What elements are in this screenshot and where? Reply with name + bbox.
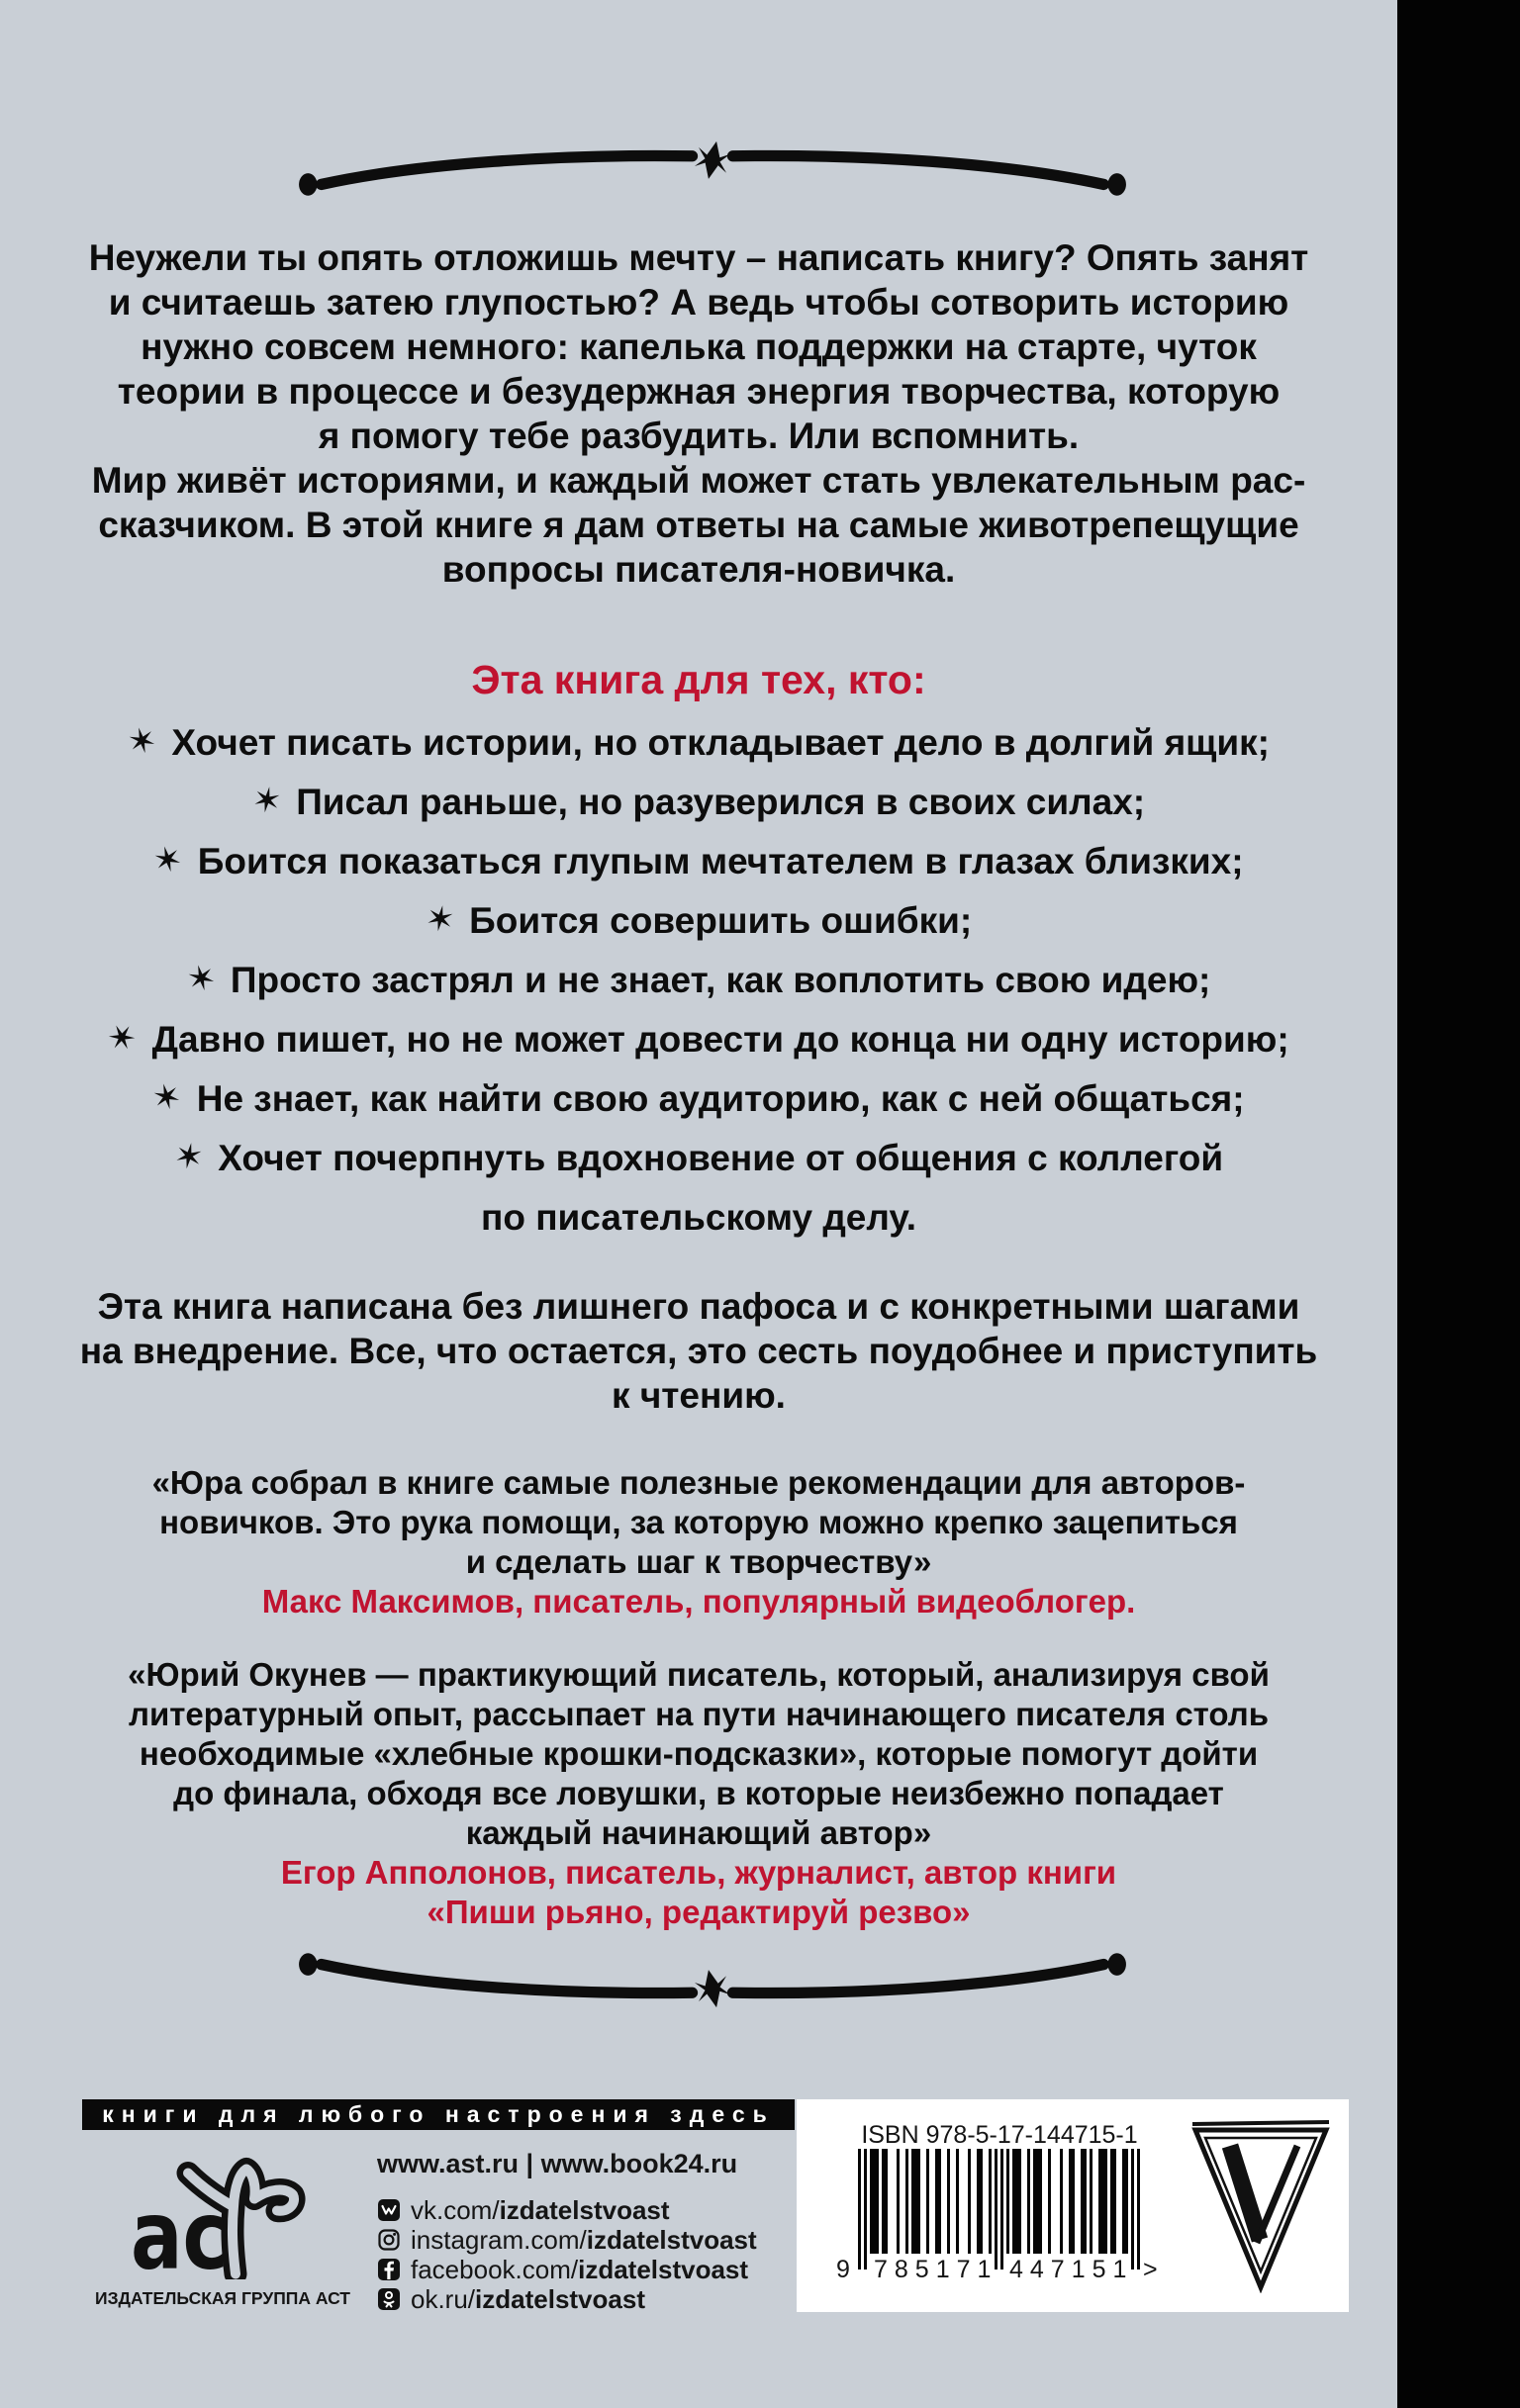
list-item: [20, 951, 1378, 1010]
closing-line: на внедрение. Все, что остается, это сесть поудобнее и приступить: [79, 1331, 1318, 1371]
intro-line: теории в процессе и безудержная энергия творчества, которую: [117, 371, 1281, 412]
quote-egor-appolonov: [20, 1655, 1378, 1932]
list-item: [20, 713, 1378, 773]
star-bullet-icon: ✶: [182, 957, 221, 1001]
barcode-digit-group: 447151: [1009, 2256, 1134, 2283]
intro-line: и считаешь затею глупостью? А ведь чтобы сотворить историю: [108, 282, 1289, 323]
intro-line: Мир живёт историями, и каждый может стать увлекательным рас-: [91, 460, 1306, 501]
quote-max-maksimov: [20, 1463, 1378, 1621]
ast-publisher-logo: [129, 2145, 322, 2279]
list-item-text: Боится совершить ошибки;: [469, 900, 973, 941]
intro-line: нужно совсем немного: капелька поддержки на старте, чуток: [141, 326, 1257, 367]
quote-line: до финала, обходя все ловушки, в которые неизбежно попадает: [173, 1775, 1224, 1811]
closing-paragraph: [20, 1284, 1378, 1418]
publisher-websites: www.ast.ru | www.book24.ru: [377, 2149, 738, 2178]
barcode-digit-group: 785171: [874, 2256, 998, 2283]
quote-line: необходимые «хлебные крошки-подсказки», которые помогут дойти: [139, 1735, 1259, 1772]
barcode-digit-group: >: [1143, 2256, 1158, 2283]
intro-paragraph: [20, 235, 1378, 592]
social-handle: izdatelstvoast: [475, 2283, 645, 2314]
star-bullet-icon: ✶: [101, 1014, 144, 1063]
facebook-icon: [377, 2258, 401, 2281]
list-item: [20, 773, 1378, 832]
closing-line: к чтению.: [612, 1375, 786, 1416]
social-prefix: ok.ru/: [411, 2283, 476, 2314]
ok-icon: [377, 2287, 401, 2311]
quote-attribution: Макс Максимов, писатель, популярный видеоблогер.: [261, 1583, 1136, 1620]
list-item: [20, 1129, 1378, 1188]
social-handle: izdatelstvoast: [586, 2224, 757, 2255]
star-icon: [693, 138, 732, 182]
quote-attribution: Егор Апполонов, писатель, журналист, автор книги: [280, 1854, 1117, 1891]
star-bullet-icon: ✶: [148, 1075, 187, 1120]
list-item: [20, 1010, 1378, 1069]
quote-line: «Юрий Окунев — практикующий писатель, который, анализируя свой: [128, 1656, 1270, 1693]
quote-line: каждый начинающий автор»: [465, 1814, 932, 1851]
publisher-caption: ИЗДАТЕЛЬСКАЯ ГРУППА АСТ: [95, 2288, 350, 2308]
instagram-icon: [377, 2228, 401, 2252]
quote-attribution: «Пиши рьяно, редактируй резво»: [427, 1894, 971, 1930]
list-item-continuation: [20, 1188, 1378, 1247]
star-bullet-icon: ✶: [149, 838, 188, 882]
quote-line: литературный опыт, рассыпает на пути начинающего писателя столь: [129, 1696, 1269, 1732]
intro-line: я помогу тебе разбудить. Или вспомнить.: [318, 416, 1080, 456]
social-link-ok: [377, 2284, 757, 2314]
intro-line: сказчиком. В этой книге я дам ответы на самые животрепещущие: [98, 505, 1299, 545]
list-item-text: Просто застрял и не знает, как воплотить свою идею;: [230, 960, 1211, 1000]
list-item-text: Хочет почерпнуть вдохновение от общения с коллегой: [218, 1138, 1224, 1178]
social-handle: izdatelstvoast: [499, 2194, 670, 2225]
list-item-text: по писательскому делу.: [480, 1197, 917, 1238]
list-item: [20, 891, 1378, 951]
social-prefix: vk.com/: [411, 2194, 500, 2225]
isbn-number: ISBN 978-5-17-144715-1: [861, 2121, 1138, 2149]
list-item-text: Хочет писать истории, но откладывает дело в долгий ящик;: [171, 722, 1270, 763]
star-bullet-icon: ✶: [170, 1135, 207, 1179]
ean13-barcode: [836, 2149, 1158, 2307]
social-handle: izdatelstvoast: [578, 2254, 749, 2284]
star-bullet-icon: ✶: [123, 719, 161, 764]
list-item-text: Давно пишет, но не может довести до конца ни одну историю;: [151, 1019, 1289, 1060]
social-prefix: instagram.com/: [411, 2224, 587, 2255]
quote-line: и сделать шаг к творчеству»: [465, 1543, 932, 1580]
vk-icon: [377, 2198, 401, 2222]
audience-list: [20, 713, 1378, 1247]
list-item: [20, 832, 1378, 891]
quote-line: новичков. Это рука помощи, за которую можно крепко зацепиться: [159, 1504, 1238, 1540]
barcode-bars: [858, 2149, 1140, 2271]
list-item-text: Боится показаться глупым мечтателем в глазах близких;: [197, 841, 1244, 881]
star-icon: [693, 1967, 732, 2011]
v-imprint-logo: [1190, 2119, 1331, 2293]
divider-ornament-top: [297, 135, 1128, 198]
star-bullet-icon: ✶: [248, 779, 285, 823]
isbn-box: [797, 2099, 1349, 2312]
quote-line: «Юра собрал в книге самые полезные рекомендации для авторов-: [151, 1464, 1246, 1501]
audience-heading: Эта книга для тех, кто:: [471, 657, 926, 702]
intro-line: Неужели ты опять отложишь мечту – написать книгу? Опять занят: [88, 237, 1309, 278]
footer-banner: книги для любого настроения здесь: [82, 2099, 795, 2130]
cover-spine-strip: [1397, 0, 1520, 2408]
barcode-digit-group: 9: [836, 2256, 850, 2283]
list-item: [20, 1069, 1378, 1129]
closing-line: Эта книга написана без лишнего пафоса и с конкретными шагами: [97, 1286, 1300, 1327]
divider-ornament-bottom: [297, 1951, 1128, 2014]
intro-line: вопросы писателя-новичка.: [441, 549, 956, 590]
social-prefix: facebook.com/: [411, 2254, 579, 2284]
list-item-text: Не знает, как найти свою аудиторию, как с ней общаться;: [196, 1078, 1245, 1119]
social-links: [377, 2195, 757, 2314]
star-bullet-icon: ✶: [422, 897, 458, 942]
social-link-instagram: [377, 2225, 757, 2255]
ast-logo-letters: ас: [131, 2181, 229, 2279]
social-link-vk: [377, 2195, 757, 2225]
social-link-facebook: [377, 2255, 757, 2284]
list-item-text: Писал раньше, но разуверился в своих силах;: [296, 782, 1146, 822]
